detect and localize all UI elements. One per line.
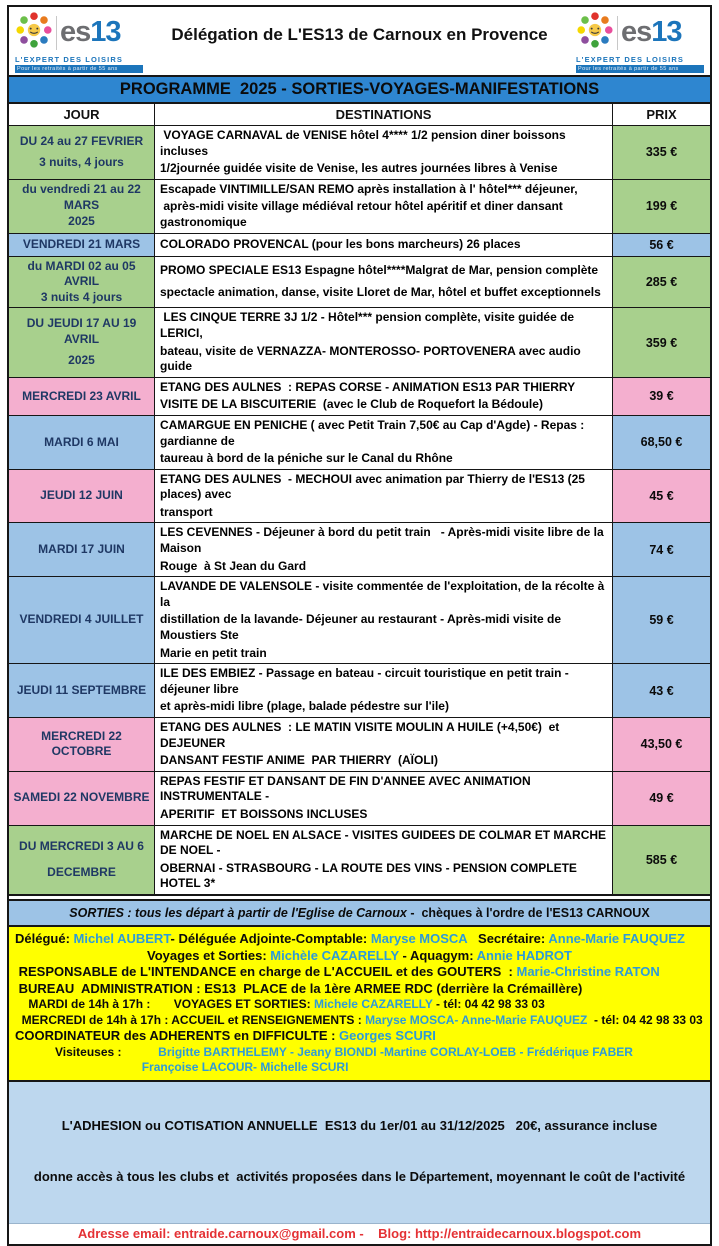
program-table — [9, 104, 710, 896]
table-row — [9, 233, 710, 256]
jour-cell — [9, 179, 155, 233]
destination-line: Rouge à St Jean du Gard — [160, 558, 307, 573]
jour-line: VENDREDI 4 JUILLET — [19, 612, 144, 627]
es13-logo-right — [576, 11, 704, 73]
destination-line: DANSANT FESTIF ANIME PAR THIERRY (AÏOLI) — [160, 753, 438, 768]
destination-cell — [155, 233, 613, 256]
prix-cell: 43 € — [613, 663, 710, 717]
table-header-row — [9, 104, 710, 125]
adhesion-section — [9, 1082, 710, 1223]
contacts-section — [9, 927, 710, 1082]
prix-cell: 285 € — [613, 256, 710, 308]
jour-line: MARDI 6 MAI — [44, 434, 119, 449]
logo-divider — [617, 16, 618, 50]
destination-line: taureau à bord de la péniche sur le Canal du Rhône — [160, 451, 453, 466]
destination-line: bateau, visite de VERNAZZA- MONTEROSSO- PORTOVENERA avec audio guide — [160, 343, 585, 374]
destination-line: LES CEVENNES - Déjeuner à bord du petit train - Après-midi visite libre de la Maison — [160, 525, 607, 556]
contact-line — [15, 1028, 704, 1045]
contact-segment: Maryse MOSCA- Anne-Marie FAUQUEZ — [365, 1012, 588, 1027]
contact-segment: Françoise LACOUR- Michelle SCURI — [141, 1060, 349, 1075]
column-header-jour: JOUR — [9, 104, 155, 125]
destination-line: OBERNAI - STRASBOURG - LA ROUTE DES VINS - PENSION COMPLETE HOTEL 3* — [160, 860, 581, 891]
destination-line: MARCHE DE NOEL EN ALSACE - VISITES GUIDEES DE COLMAR ET MARCHE DE NOEL - — [160, 827, 610, 858]
destination-line: VOYAGE CARNAVAL de VENISE hôtel 4**** 1/2 pension diner boissons incluses — [160, 128, 570, 158]
jour-cell — [9, 469, 155, 523]
destination-line: 1/2journée guidée visite de Venise, les autres journées libres à Venise — [160, 161, 558, 176]
destination-cell — [155, 256, 613, 308]
jour-cell — [9, 663, 155, 717]
table-row — [9, 256, 710, 308]
logo-es-text: es — [621, 16, 652, 48]
email-link[interactable]: entraide.carnoux@gmail.com — [174, 1225, 356, 1241]
prix-cell: 335 € — [613, 125, 710, 179]
blog-link[interactable]: http://entraidecarnoux.blogspot.com — [414, 1225, 642, 1241]
jour-line: VENDREDI 21 MARS — [22, 236, 141, 251]
contact-line — [15, 1013, 704, 1028]
es13-logo-left — [15, 11, 143, 73]
destination-line: CAMARGUE EN PENICHE ( avec Petit Train 7,50€ au Cap d'Agde) - Repas : gardianne de — [160, 417, 588, 448]
logo-divider — [56, 16, 57, 50]
adhesion-line-2: donne accès à tous les clubs et activités proposées dans le Département, moyennant le coût de l'activité — [33, 1168, 686, 1184]
contact-segment — [15, 1060, 142, 1074]
contact-segment: Brigitte BARTHELEMY - Jeany BIONDI -Martine CORLAY-LOEB - Frédérique FABER — [158, 1044, 633, 1059]
contact-segment: COORDINATEUR des ADHERENTS en DIFFICULTE : — [15, 1028, 340, 1044]
destination-cell — [155, 415, 613, 469]
destination-cell — [155, 717, 613, 771]
destination-cell — [155, 307, 613, 376]
destination-cell — [155, 576, 613, 663]
sorties-note-rest: - chèques à l'ordre de l'ES13 CARNOUX — [406, 905, 650, 920]
contact-line — [15, 1045, 704, 1060]
prix-cell: 56 € — [613, 233, 710, 256]
prix-cell: 45 € — [613, 469, 710, 523]
contact-segment: - Déléguée Adjointe-Comptable: — [170, 930, 371, 946]
es13-sun-icon — [576, 11, 614, 54]
logo-subline: Pour les retraités à partir de 55 ans — [576, 65, 704, 73]
contact-segment: Voyages et Sorties: — [146, 947, 271, 963]
table-row — [9, 415, 710, 469]
logo-subline: Pour les retraités à partir de 55 ans — [15, 65, 143, 73]
table-row — [9, 771, 710, 825]
jour-cell — [9, 717, 155, 771]
contact-line — [15, 997, 704, 1012]
jour-line: du vendredi 21 au 22 MARS — [22, 182, 141, 213]
jour-line: 3 nuits 4 jours — [40, 289, 123, 304]
logo-wordmark — [60, 18, 121, 47]
contact-line — [15, 1060, 704, 1075]
jour-cell — [9, 576, 155, 663]
destination-line: ETANG DES AULNES - MECHOUI avec animation par Thierry de l'ES13 (25 places) avec — [160, 471, 589, 502]
logo-13-text: 13 — [90, 16, 121, 48]
table-row — [9, 576, 710, 663]
program-banner: PROGRAMME 2025 - SORTIES-VOYAGES-MANIFESTATIONS — [9, 75, 710, 104]
destination-line: ETANG DES AULNES : REPAS CORSE - ANIMATION ES13 PAR THIERRY — [160, 379, 576, 394]
destination-line: LAVANDE DE VALENSOLE - visite commentée de l'exploitation, de la récolte à la — [160, 579, 608, 609]
destination-line: distillation de la lavande- Déjeuner au restaurant - Après-midi visite de Moustiers Ste — [160, 612, 565, 643]
jour-cell — [9, 125, 155, 179]
document-page — [7, 5, 712, 1246]
contact-segment: MERCREDI de 14h à 17h : ACCUEIL et RENSEIGNEMENTS : — [15, 1012, 366, 1027]
prix-cell: 585 € — [613, 825, 710, 894]
contact-segment: Visiteuses : — [15, 1044, 159, 1059]
jour-line: 2025 — [68, 214, 95, 229]
table-row — [9, 469, 710, 523]
destination-line: Escapade VINTIMILLE/SAN REMO après installation à l' hôtel*** déjeuner, — [160, 181, 578, 196]
logo-tagline: L'EXPERT DES LOISIRS — [15, 55, 123, 64]
contact-segment: Anne-Marie FAUQUEZ — [548, 930, 685, 946]
destination-line: ETANG DES AULNES : LE MATIN VISITE MOULIN A HUILE (+4,50€) et DEJEUNER — [160, 720, 563, 750]
blog-label: - Blog: — [355, 1225, 415, 1241]
contact-segment: Georges SCURI — [339, 1028, 436, 1044]
jour-cell — [9, 415, 155, 469]
destination-line: LES CINQUE TERRE 3J 1/2 - Hôtel*** pension complète, visite guidée de LERICI, — [160, 310, 578, 340]
contact-segment: Annie HADROT — [476, 947, 572, 963]
contact-segment: - tél: 04 42 98 33 03 — [587, 1012, 703, 1027]
destination-line: transport — [160, 504, 213, 519]
sorties-note-italic: SORTIES : tous les départ à partir de l'Eglise de Carnoux — [69, 905, 407, 920]
destination-line: après-midi visite village médiéval retour hôtel apéritif et diner dansant gastronomique — [160, 199, 567, 229]
jour-line: DU JEUDI 17 AU 19 AVRIL — [26, 316, 137, 346]
table-row — [9, 825, 710, 894]
table-row — [9, 377, 710, 415]
table-row — [9, 663, 710, 717]
contact-segment: Maryse MOSCA — [370, 930, 468, 946]
table-row — [9, 522, 710, 576]
contact-segment: Marie-Christine RATON — [516, 964, 660, 980]
destination-cell — [155, 125, 613, 179]
logo-13-text: 13 — [651, 16, 682, 48]
prix-cell: 59 € — [613, 576, 710, 663]
destination-line: PROMO SPECIALE ES13 Espagne hôtel****Malgrat de Mar, pension complète — [160, 263, 599, 278]
prix-cell: 199 € — [613, 179, 710, 233]
contact-line — [15, 931, 704, 948]
contact-segment: Michele CAZARELLY — [313, 997, 433, 1012]
document-header — [9, 7, 710, 75]
logo-tagline: L'EXPERT DES LOISIRS — [576, 55, 684, 64]
es13-sun-icon — [15, 11, 53, 54]
destination-line: et après-midi libre (plage, balade pédestre sur l'ile) — [160, 699, 449, 714]
destination-cell — [155, 663, 613, 717]
destination-cell — [155, 825, 613, 894]
column-header-prix: PRIX — [646, 107, 677, 122]
table-row — [9, 717, 710, 771]
column-header-destinations: DESTINATIONS — [155, 104, 613, 125]
destination-line: VISITE DE LA BISCUITERIE (avec le Club de Roquefort la Bédoule) — [160, 397, 543, 412]
destination-line: APERITIF ET BOISSONS INCLUSES — [160, 806, 368, 821]
contact-segment: - tél: 04 42 98 33 03 — [432, 997, 545, 1012]
destination-line: REPAS FESTIF ET DANSANT DE FIN D'ANNEE AVEC ANIMATION INSTRUMENTALE - — [160, 773, 534, 804]
prix-cell: 49 € — [613, 771, 710, 825]
contact-segment: Délégué: — [15, 930, 74, 946]
jour-line: JEUDI 11 SEPTEMBRE — [16, 682, 147, 697]
contact-segment: RESPONSABLE de L'INTENDANCE en charge de L'ACCUEIL et des GOUTERS : — [15, 964, 517, 980]
contact-segment: Michel AUBERT — [73, 930, 171, 946]
destination-line: spectacle animation, danse, visite Lloret de Mar, hôtel et buffet exceptionnels — [160, 285, 601, 300]
destination-line: COLORADO PROVENCAL (pour les bons marcheurs) 26 places — [160, 236, 521, 251]
logo-wordmark — [621, 18, 682, 47]
contact-line — [15, 981, 704, 998]
table-row — [9, 179, 710, 233]
logo-es-text: es — [60, 16, 91, 48]
jour-cell — [9, 377, 155, 415]
contact-links-line — [9, 1223, 710, 1244]
prix-cell: 68,50 € — [613, 415, 710, 469]
jour-line: JEUDI 12 JUIN — [40, 488, 123, 503]
contact-segment: - Aquagym: — [398, 947, 477, 963]
destination-cell — [155, 771, 613, 825]
page-title: Délégation de L'ES13 de Carnoux en Provence — [171, 25, 548, 44]
contact-line — [15, 964, 704, 981]
jour-line: 3 nuits, 4 jours — [39, 155, 124, 170]
jour-line: MERCREDI 22 OCTOBRE — [41, 728, 122, 759]
jour-cell — [9, 307, 155, 376]
jour-cell — [9, 233, 155, 256]
contact-segment: Secrétaire: — [467, 930, 549, 946]
jour-line: 2025 — [68, 353, 95, 368]
contact-segment: MARDI de 14h à 17h : VOYAGES ET SORTIES: — [15, 997, 314, 1012]
destination-cell — [155, 377, 613, 415]
jour-cell — [9, 256, 155, 308]
adhesion-line-1: L'ADHESION ou COTISATION ANNUELLE ES13 du 1er/01 au 31/12/2025 20€, assurance incluse — [61, 1118, 658, 1134]
jour-line: MARDI 17 JUIN — [38, 542, 125, 557]
jour-cell — [9, 825, 155, 894]
prix-cell: 359 € — [613, 307, 710, 376]
jour-line: DECEMBRE — [47, 865, 116, 880]
contact-line — [15, 948, 704, 965]
prix-cell: 43,50 € — [613, 717, 710, 771]
contact-segment: BUREAU ADMINISTRATION : ES13 PLACE de la 1ère ARMEE RDC (derrière la Crémaillère) — [15, 980, 583, 996]
contact-segment: Michèle CAZARELLY — [270, 947, 399, 963]
jour-cell — [9, 771, 155, 825]
jour-cell — [9, 522, 155, 576]
jour-line: SAMEDI 22 NOVEMBRE — [13, 790, 150, 805]
table-row — [9, 307, 710, 376]
destination-line: ILE DES EMBIEZ - Passage en bateau - circuit touristique en petit train - déjeuner libre — [160, 666, 573, 696]
prix-cell: 74 € — [613, 522, 710, 576]
jour-line: du MARDI 02 au 05 AVRIL — [27, 258, 136, 289]
program-table-body — [9, 125, 710, 894]
jour-line: MERCREDI 23 AVRIL — [22, 388, 141, 403]
email-label: Adresse email: — [77, 1225, 175, 1241]
destination-cell — [155, 179, 613, 233]
destination-cell — [155, 469, 613, 523]
destination-line: Marie en petit train — [160, 645, 267, 660]
destination-cell — [155, 522, 613, 576]
jour-line: DU 24 au 27 FEVRIER — [19, 133, 144, 148]
prix-cell: 39 € — [613, 377, 710, 415]
sorties-note — [9, 899, 710, 927]
table-row — [9, 125, 710, 179]
jour-line: DU MERCREDI 3 AU 6 — [19, 838, 144, 853]
